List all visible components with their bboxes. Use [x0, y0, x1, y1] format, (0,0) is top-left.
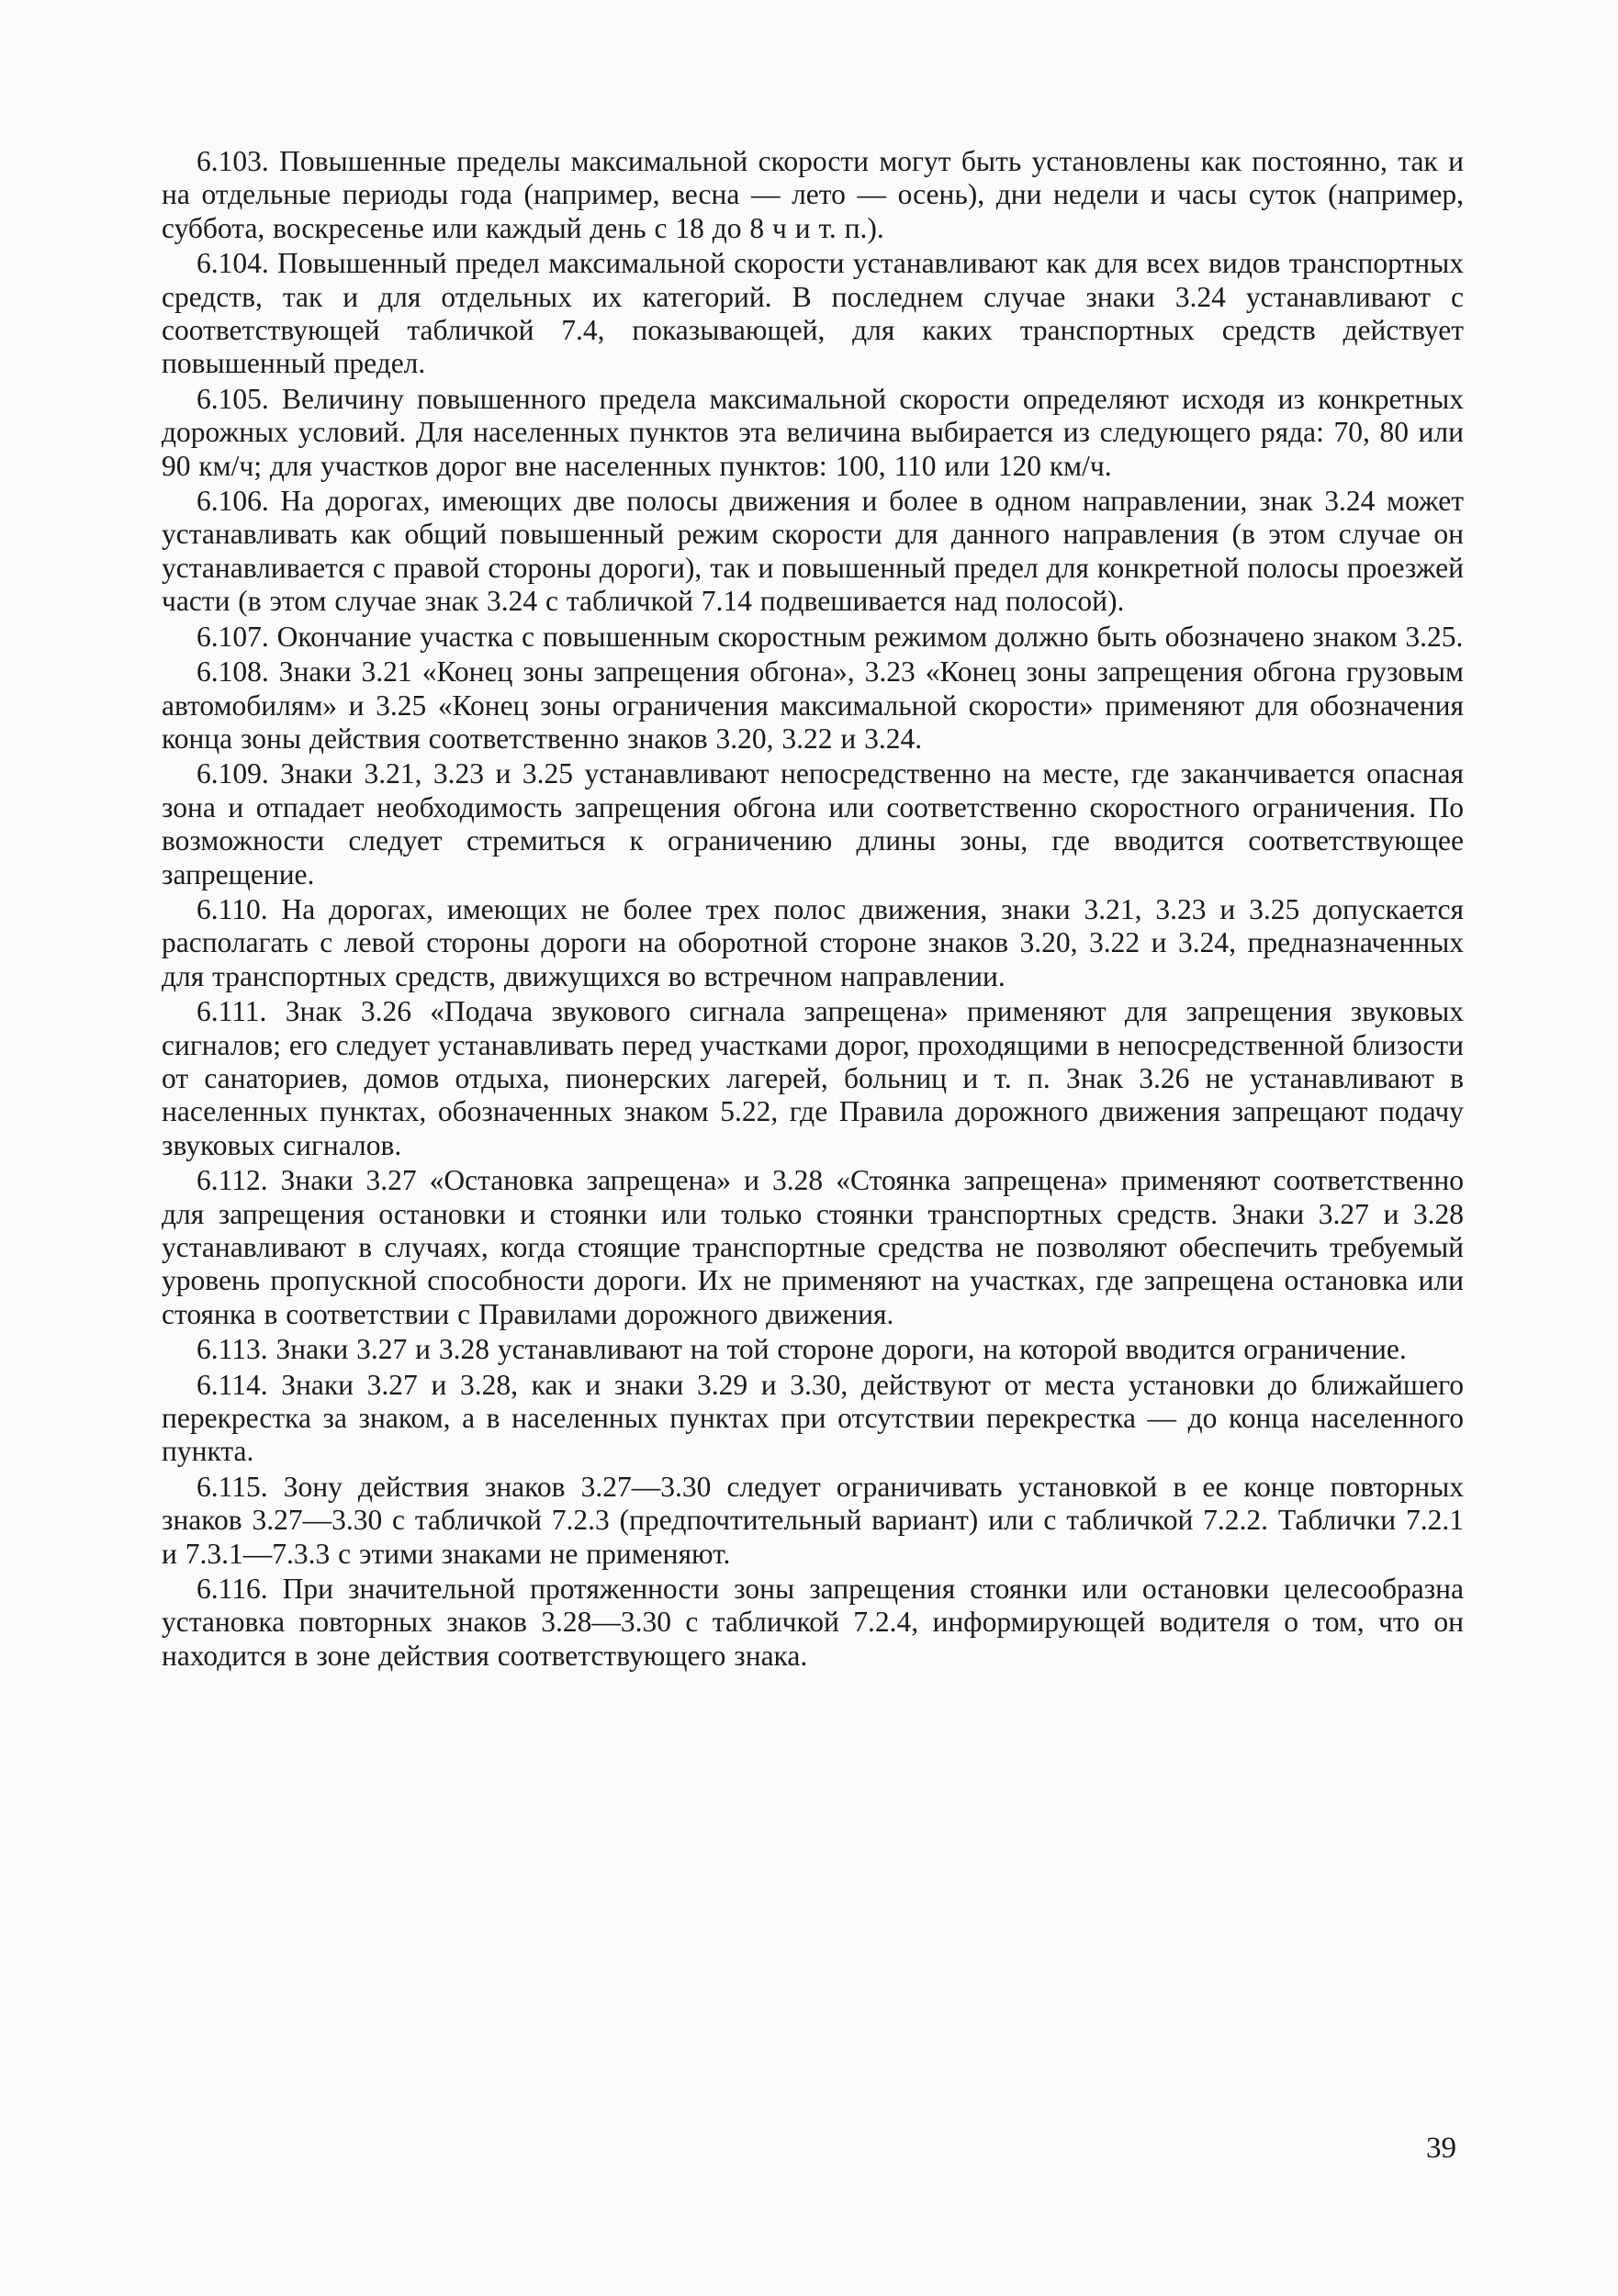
paragraph-6-114: 6.114. Знаки 3.27 и 3.28, как и знаки 3.29 и 3.30, действуют от места установки до ближайшего перекрестка за знаком, а в населенных пунктах при отсутствии перекрестка — до конца населенного пункта. [162, 1368, 1464, 1468]
paragraph-6-111: 6.111. Знак 3.26 «Подача звукового сигнала запрещена» применяют для запрещения звуковых сигналов; его следует устанавливать перед участками дорог, проходящими в непосредственной близости от санаториев, домов отдыха, пионерских лагерей, больниц и т. п. Знак 3.26 не устанавливают в населенных пунктах, обозначенных знаком 5.22, где Правила дорожного движения запрещают подачу звуковых сигналов. [162, 995, 1464, 1161]
paragraph-6-105: 6.105. Величину повышенного предела максимальной скорости определяют исходя из конкретных дорожных условий. Для населенных пунктов эта величина выбирается из следующего ряда: 70, 80 или 90 км/ч; для участков дорог вне населенных пунктов: 100, 110 или 120 км/ч. [162, 382, 1464, 482]
paragraph-6-108: 6.108. Знаки 3.21 «Конец зоны запрещения обгона», 3.23 «Конец зоны запрещения обгона грузовым автомобилям» и 3.25 «Конец зоны ограничения максимальной скорости» применяют для обозначения конца зоны действия соответственно знаков 3.20, 3.22 и 3.24. [162, 655, 1464, 755]
page-number: 39 [1426, 2132, 1456, 2165]
paragraph-6-112: 6.112. Знаки 3.27 «Остановка запрещена» и 3.28 «Стоянка запрещена» применяют соответственно для запрещения остановки и стоянки или только стоянки транспортных средств. Знаки 3.27 и 3.28 устанавливают в случаях, когда стоящие транспортные средства не позволяют обеспечить требуемый уровень пропускной способности дороги. Их не применяют на участках, где запрещена остановка или стоянка в соответствии с Правилами дорожного движения. [162, 1164, 1464, 1330]
paragraph-6-106: 6.106. На дорогах, имеющих две полосы движения и более в одном направлении, знак 3.24 может устанавливать как общий повышенный режим скорости для данного направления (в этом случае он устанавливается с правой стороны дороги), так и повышенный предел для конкретной полосы проезжей части (в этом случае знак 3.24 с табличкой 7.14 подвешивается над полосой). [162, 485, 1464, 618]
paragraph-6-107: 6.107. Окончание участка с повышенным скоростным режимом должно быть обозначено знаком 3.25. [197, 620, 1464, 653]
paragraph-6-104: 6.104. Повышенный предел максимальной скорости устанавливают как для всех видов транспортных средств, так и для отдельных их категорий. В последнем случае знаки 3.24 устанавливают с соответствующей табличкой 7.4, показывающей, для каких транспортных средств действует повышенный предел. [162, 247, 1464, 380]
paragraph-6-109: 6.109. Знаки 3.21, 3.23 и 3.25 устанавливают непосредственно на месте, где заканчивается опасная зона и отпадает необходимость запрещения обгона или соответственно скоростного ограничения. По возможности следует стремиться к ограничению длины зоны, где вводится соответствующее запрещение. [162, 757, 1464, 890]
paragraph-6-110: 6.110. На дорогах, имеющих не более трех полос движения, знаки 3.21, 3.23 и 3.25 допускается располагать с левой стороны дороги на оборотной стороне знаков 3.20, 3.22 и 3.24, предназначенных для транспортных средств, движущихся во встречном направлении. [162, 892, 1464, 992]
paragraph-6-103: 6.103. Повышенные пределы максимальной скорости могут быть установлены как постоянно, так и на отдельные периоды года (например, весна — лето — осень), дни недели и часы суток (например, суббота, воскресенье или каждый день с 18 до 8 ч и т. п.). [162, 145, 1464, 244]
paragraph-6-115: 6.115. Зону действия знаков 3.27—3.30 следует ограничивать установкой в ее конце повторных знаков 3.27—3.30 с табличкой 7.2.3 (предпочтительный вариант) или с табличкой 7.2.2. Таблички 7.2.1 и 7.3.1—7.3.3 с этими знаками не применяют. [162, 1470, 1464, 1570]
paragraph-6-116: 6.116. При значительной протяженности зоны запрещения стоянки или остановки целесообразна установка повторных знаков 3.28—3.30 с табличкой 7.2.4, информирующей водителя о том, что он находится в зоне действия соответствующего знака. [162, 1573, 1464, 1672]
paragraph-6-113: 6.113. Знаки 3.27 и 3.28 устанавливают на той стороне дороги, на которой вводится ограничение. [197, 1333, 1407, 1366]
